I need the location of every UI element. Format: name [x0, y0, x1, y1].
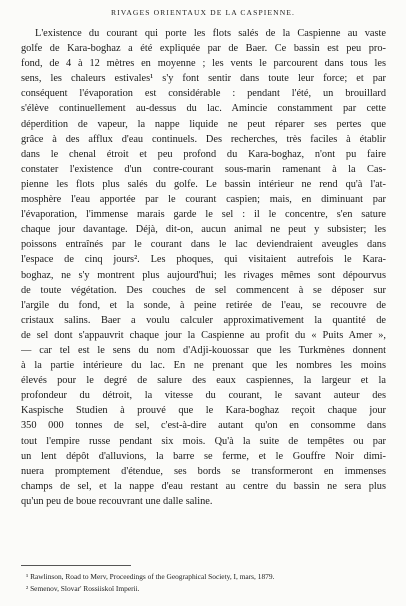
footnote-divider: [21, 565, 131, 566]
text-line: tout l'empire russe pendant six mois. Qu'à la suite de tempêtes ou par: [21, 435, 386, 447]
text-line: champs de sel, et la nappe d'eau restant au centre du bassin ne sera plus: [21, 480, 386, 492]
text-line: qu'un peu de boue recouvrant une dalle saline.: [21, 495, 213, 507]
footnote: ² Semenov, Slovar' Rossiiskoï Imperii.: [26, 583, 140, 593]
text-line: déperdition de vapeur, la nappe liquide ne peut réparer ses pertes que: [21, 118, 386, 130]
text-line: sens, les chaleurs estivales¹ s'y font sentir dans toute leur force; et par: [21, 73, 386, 85]
text-line: grâce à des afflux d'eau continuels. Des recherches, très faciles à établir: [21, 133, 386, 145]
text-line: conséquent l'évaporation est considérable : pendant l'été, un brouillard: [21, 88, 386, 100]
text-line: de sel dont s'appauvrit chaque jour la Caspienne au profit du « Puits Amer »,: [21, 329, 386, 341]
text-line: — car tel est le sens du nom d'Adji-kouossar que les Turkmènes donnent: [21, 344, 386, 356]
text-line: Kaspische Studien à prouvé que le Kara-boghaz reçoit chaque jour: [21, 405, 386, 417]
text-line: élevés pour le degré de salure des eaux caspiennes, la largeur et la: [21, 375, 386, 387]
text-line: mosphère l'eau apportée par le courant caspien; mais, en diminuant par: [21, 194, 386, 206]
text-line: fond, de 4 à 12 mètres en moyenne ; les vents le parcourent dans tous les: [21, 58, 386, 70]
text-line: dans le chenal étroit et peu profond du Kara-boghaz, n'ont pu faire: [21, 148, 386, 160]
footnotes: [26, 571, 381, 594]
text-line: l'argile du fond, et la sonde, à peine retirée de l'eau, se recouvre de: [21, 299, 386, 311]
text-line: s'élève continuellement au-dessus du lac. Amincie constamment par cette: [21, 103, 386, 115]
text-line: chaque jour davantage. Déjà, dit-on, aucun animal ne peut y subsister; les: [21, 224, 386, 236]
text-line: pienne les flots plus salés du golfe. Le bassin intérieur ne rend qu'à l'at-: [21, 178, 386, 190]
text-line: l'espace de cinq jours². Les phoques, qui visitaient autrefois le Kara-: [21, 254, 386, 266]
text-line: poissons entraînés par le courant dans le lac deviendraient aveugles dans: [21, 239, 386, 251]
text-line: un lent dépôt d'alluvions, la barre se ferme, et le Gouffre Noir dimi-: [21, 450, 386, 462]
text-line: de toute végétation. Des couches de sel commencent à se déposer sur: [21, 284, 386, 296]
text-line: cristaux salins. Baer a voulu calculer approximativement la quantité de: [21, 314, 386, 326]
running-header: RIVAGES ORIENTAUX DE LA CASPIENNE.: [110, 8, 296, 17]
text-line: golfe de Kara-boghaz a été expliquée par de Baer. Ce bassin est peu pro-: [21, 43, 386, 55]
text-line: profondeur du détroit, la vitesse du courant, le savant auteur des: [21, 390, 386, 402]
text-line: 350 000 tonnes de sel, c'est-à-dire autant qu'on en consomme dans: [21, 420, 386, 432]
text-line: L'existence du courant qui porte les flots salés de la Caspienne au vaste: [35, 28, 386, 39]
text-line: boghaz, ne s'y montrent plus aujourd'hui; les rivages mêmes sont dépourvus: [21, 269, 386, 281]
main-paragraph: [21, 26, 386, 509]
text-line: à la partie intérieure du lac. En ne prenant que les nombres les moins: [21, 360, 386, 372]
text-line: l'évaporation, l'immense marais garde le sel : il le concentre, s'en sature: [21, 209, 386, 221]
text-line: constater l'existence d'un contre-courant sous-marin ramenant à la Cas-: [21, 163, 386, 175]
footnote: ¹ Rawlinson, Road to Merv, Proceedings of the Geographical Society, I, mars, 1879.: [26, 572, 275, 581]
text-line: nuera promptement d'étendue, ses bords se transformeront en immenses: [21, 465, 386, 477]
